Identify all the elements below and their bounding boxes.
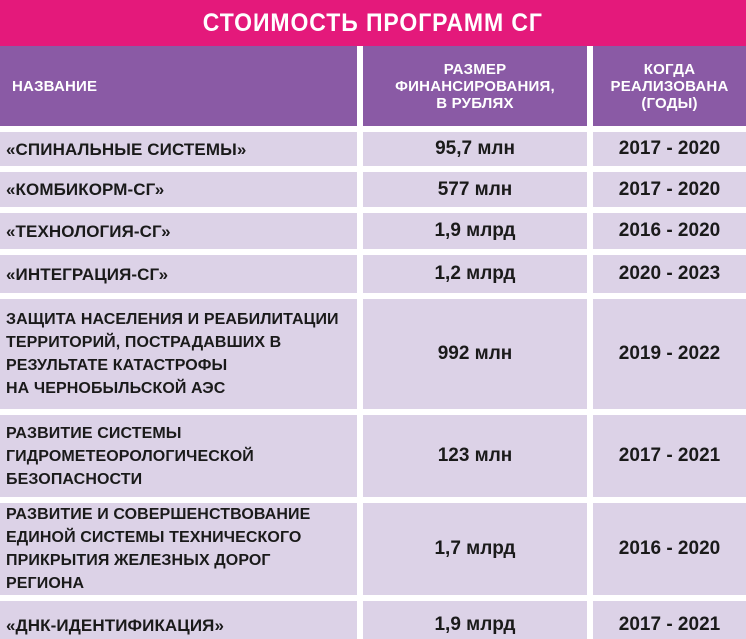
program-name: «СПИНАЛЬНЫЕ СИСТЕМЫ» <box>6 139 247 159</box>
table-header-row <box>0 46 746 132</box>
table-row <box>0 299 746 415</box>
program-name-cell <box>0 601 363 639</box>
funding-cell: 95,7 млн <box>363 132 593 172</box>
program-name: «ТЕХНОЛОГИЯ-СГ» <box>6 221 171 241</box>
years-cell: 2017 - 2021 <box>593 601 746 639</box>
table-row <box>0 415 746 503</box>
program-name-cell <box>0 132 363 172</box>
program-name-cell <box>0 255 363 299</box>
page-title: СТОИМОСТЬ ПРОГРАММ СГ <box>202 8 544 37</box>
table-row <box>0 503 746 601</box>
table-row <box>0 255 746 299</box>
programs-cost-table <box>0 46 746 639</box>
years-cell: 2016 - 2020 <box>593 503 746 601</box>
program-name: «ДНК-ИДЕНТИФИКАЦИЯ» <box>6 615 225 635</box>
years-cell: 2020 - 2023 <box>593 255 746 299</box>
program-name-line: ПРИКРЫТИЯ ЖЕЛЕЗНЫХ ДОРОГ РЕГИОНА <box>6 552 271 592</box>
program-name-line: ЕДИНОЙ СИСТЕМЫ ТЕХНИЧЕСКОГО <box>6 529 302 546</box>
program-name-line: ГИДРОМЕТЕОРОЛОГИЧЕСКОЙ <box>6 447 254 465</box>
years-cell: 2017 - 2020 <box>593 132 746 172</box>
column-header-years <box>593 46 746 132</box>
program-name-cell <box>0 213 363 255</box>
funding-cell: 1,9 млрд <box>363 601 593 639</box>
column-header-years-line: РЕАЛИЗОВАНА <box>610 77 729 95</box>
title-bar <box>0 0 746 46</box>
program-name-cell <box>0 503 363 601</box>
program-name-cell <box>0 299 363 415</box>
column-header-funding-line: В РУБЛЯХ <box>436 94 514 112</box>
program-name: «ИНТЕГРАЦИЯ-СГ» <box>6 264 169 284</box>
table-row <box>0 213 746 255</box>
years-cell: 2019 - 2022 <box>593 299 746 415</box>
program-name-line: БЕЗОПАСНОСТИ <box>6 470 143 488</box>
funding-cell: 1,9 млрд <box>363 213 593 255</box>
funding-cell: 1,7 млрд <box>363 503 593 601</box>
column-header-funding-line: РАЗМЕР <box>443 60 507 78</box>
program-name-cell <box>0 415 363 503</box>
column-header-funding <box>363 46 593 132</box>
program-name-line: РАЗВИТИЕ СИСТЕМЫ <box>6 424 182 442</box>
years-cell: 2016 - 2020 <box>593 213 746 255</box>
table-row <box>0 132 746 172</box>
funding-cell: 577 млн <box>363 172 593 213</box>
funding-cell: 1,2 млрд <box>363 255 593 299</box>
funding-cell: 123 млн <box>363 415 593 503</box>
column-header-name: НАЗВАНИЕ <box>0 46 363 132</box>
program-name: «КОМБИКОРМ-СГ» <box>6 180 165 199</box>
funding-cell: 992 млн <box>363 299 593 415</box>
program-name-line: ЗАЩИТА НАСЕЛЕНИЯ И РЕАБИЛИТАЦИИ <box>6 311 339 328</box>
table-row <box>0 601 746 639</box>
program-name-line: РЕЗУЛЬТАТЕ КАТАСТРОФЫ <box>6 357 228 374</box>
program-name-line: НА ЧЕРНОБЫЛЬСКОЙ АЭС <box>6 380 226 397</box>
program-name-cell <box>0 172 363 213</box>
column-header-funding-line: ФИНАНСИРОВАНИЯ, <box>395 77 555 95</box>
column-header-years-line: (ГОДЫ) <box>641 94 698 112</box>
program-name-line: РАЗВИТИЕ И СОВЕРШЕНСТВОВАНИЕ <box>6 506 311 523</box>
program-name-line: ТЕРРИТОРИЙ, ПОСТРАДАВШИХ В <box>6 334 282 351</box>
years-cell: 2017 - 2020 <box>593 172 746 213</box>
table-row <box>0 172 746 213</box>
years-cell: 2017 - 2021 <box>593 415 746 503</box>
column-header-years-line: КОГДА <box>643 60 696 78</box>
